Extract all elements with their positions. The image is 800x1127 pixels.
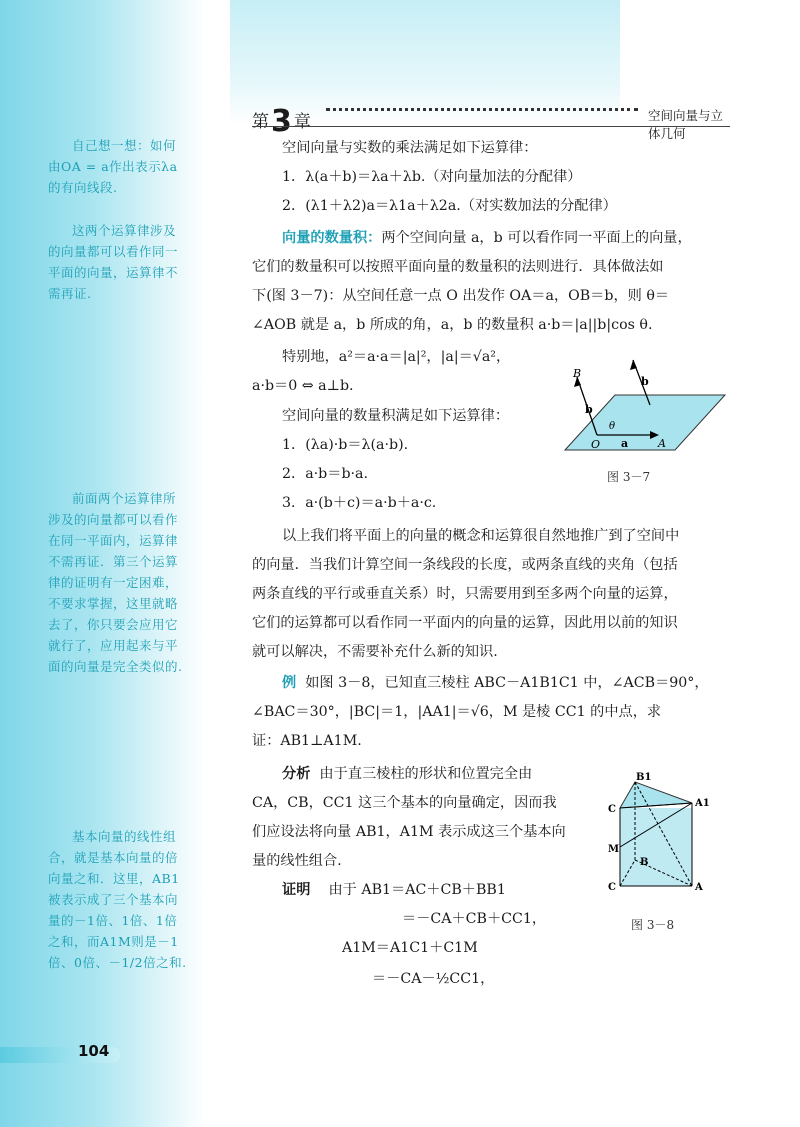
label-C: C bbox=[608, 882, 616, 893]
body-line: 1．λ(a＋b)＝λa＋λb.（对向量加法的分配律） bbox=[282, 169, 582, 185]
label-C1: C bbox=[608, 804, 616, 815]
label-theta: θ bbox=[609, 421, 616, 432]
body-line: 量的线性组合. bbox=[252, 853, 342, 869]
figure-3-8-caption: 图 3－8 bbox=[631, 918, 675, 932]
body-text: 两个空间向量 a，b 可以看作同一平面上的向量， bbox=[381, 230, 692, 246]
body-text: 由于 AB1＝AC＋CB＋BB1 bbox=[328, 882, 506, 898]
section-title: 空间向量与立体几何 bbox=[648, 108, 724, 141]
body-line: 下(图 3－7)：从空间任意一点 O 出发作 OA＝a，OB＝b，则 θ＝ bbox=[252, 288, 670, 304]
front-face bbox=[620, 808, 692, 886]
body-line: a·b＝0 ⇔ a⊥b. bbox=[252, 378, 354, 394]
body-line: ∠AOB 就是 a，b 所成的角，a，b 的数量积 a·b＝|a||b|cos θ. bbox=[252, 317, 653, 333]
body-line: 就可以解决，不需要补充什么新的知识. bbox=[252, 644, 498, 660]
body-line: 空间向量与实数的乘法满足如下运算律： bbox=[282, 140, 538, 156]
chapter-label bbox=[252, 100, 311, 139]
label-A: A bbox=[658, 437, 666, 450]
page-number: 104 bbox=[78, 1042, 110, 1060]
example-label: 例 bbox=[282, 675, 297, 691]
label-A1: A1 bbox=[695, 798, 710, 809]
body-line: A1M＝A1C1＋C1M bbox=[342, 940, 478, 956]
chapter-prefix: 第 bbox=[252, 112, 269, 132]
figure-3-7 bbox=[555, 355, 735, 465]
header-dots bbox=[326, 108, 638, 111]
label-a: a bbox=[621, 437, 629, 450]
body-line: 空间向量的数量积满足如下运算律： bbox=[282, 408, 510, 424]
margin-note-3: 前面两个运算律所涉及的向量都可以看作在同一平面内，运算律不需再证．第三个运算律的证明有一定困难，不要求掌握，这里就略去了，你只要会应用它就行了，应用起来与平面的向量是完全类似的. bbox=[48, 491, 183, 674]
chapter-suffix: 章 bbox=[293, 112, 311, 132]
label-b: b bbox=[585, 403, 593, 416]
margin-note-4: 基本向量的线性组合，就是基本向量的倍向量之和．这里，AB1被表示成了三个基本向量的－1倍、1倍、1倍之和，而A1M则是－1倍、0倍、－1/2倍之和. bbox=[48, 829, 187, 970]
dot-product-heading: 向量的数量积： bbox=[282, 230, 382, 246]
body-line: 特别地，a²＝a·a＝|a|²，|a|＝√a²， bbox=[282, 349, 511, 365]
body-line: 它们的数量积可以按照平面向量的数量积的法则进行．具体做法如 bbox=[252, 259, 664, 275]
body-line: 的向量．当我们计算空间一条线段的长度，或两条直线的夹角（包括 bbox=[252, 557, 678, 573]
body-line: 两条直线的平行或垂直关系）时，只需要用到至多两个向量的运算， bbox=[252, 586, 678, 602]
label-B1: B1 bbox=[636, 772, 652, 783]
body-line: ∠BAC＝30°，|BC|＝1，|AA1|＝√6，M 是棱 CC1 的中点，求 bbox=[252, 704, 662, 720]
body-line: 2．(λ1＋λ2)a＝λ1a＋λ2a.（对实数加法的分配律） bbox=[282, 198, 617, 214]
figure-3-8 bbox=[600, 770, 720, 905]
body-text: 由于直三棱柱的形状和位置完全由 bbox=[319, 766, 533, 782]
body-line bbox=[282, 224, 692, 253]
body-line: ＝－CA＋CB＋CC1， bbox=[402, 911, 547, 927]
label-O: O bbox=[591, 438, 601, 451]
analysis-label: 分析 bbox=[282, 766, 311, 782]
body-line: 1．(λa)·b＝λ(a·b). bbox=[282, 437, 409, 453]
label-M: M bbox=[608, 844, 620, 855]
label-B: B bbox=[573, 367, 582, 380]
figure-3-7-caption: 图 3－7 bbox=[607, 470, 651, 484]
body-text: 如图 3－8，已知直三棱柱 ABC－A1B1C1 中，∠ACB＝90°， bbox=[305, 675, 709, 691]
example-line bbox=[282, 669, 709, 698]
body-line: 它们的运算都可以看作同一平面内的向量的运算，因此用以前的知识 bbox=[252, 615, 678, 631]
label-A: A bbox=[695, 882, 703, 893]
body-line: CA，CB，CC1 这三个基本的向量确定，因而我 bbox=[252, 795, 557, 811]
proof-label: 证明 bbox=[282, 882, 311, 898]
running-header bbox=[252, 100, 732, 141]
analysis-line bbox=[282, 760, 532, 789]
margin-note-1: 自己想一想：如何由OA = a作出表示λa的有向线段. bbox=[48, 138, 178, 195]
body-line: 们应设法将向量 AB1，A1M 表示成这三个基本向 bbox=[252, 824, 566, 840]
header-rule bbox=[252, 126, 730, 127]
body-line: 以上我们将平面上的向量的概念和运算很自然地推广到了空间中 bbox=[282, 528, 680, 544]
body-line: ＝－CA－½CC1， bbox=[372, 971, 495, 987]
body-line: 3．a·(b＋c)＝a·b＋a·c. bbox=[282, 495, 437, 511]
proof-line bbox=[282, 876, 506, 905]
body-line: 2．a·b＝b·a. bbox=[282, 466, 369, 482]
label-B: B bbox=[640, 857, 649, 868]
margin-note-2: 这两个运算律涉及的向量都可以看作同一平面的向量，运算律不需再证. bbox=[48, 223, 179, 301]
label-b: b bbox=[641, 375, 649, 388]
chapter-number: 3 bbox=[271, 104, 292, 139]
body-line: 证：AB1⊥A1M. bbox=[252, 733, 362, 749]
